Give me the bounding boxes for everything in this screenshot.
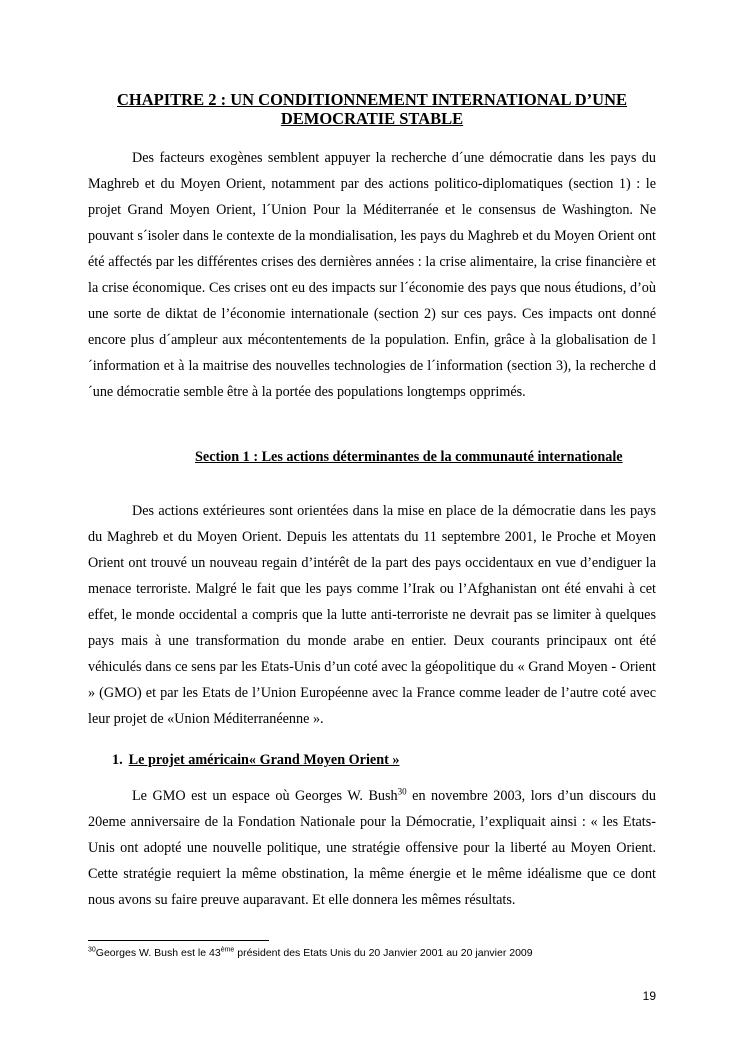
subsection-1-paragraph [88, 783, 656, 913]
footnote [88, 946, 533, 960]
footnote-divider [88, 940, 269, 941]
subsection-1-text-end: en novembre 2003, lors d’un discours du 20eme anniversaire de la Fondation Nationale pour la Démocratie, l’expliquait ainsi : « les Etats-Unis ont adopté une nouvelle politique, une stratégie offensive pour la liberté au Moyen Orient. Cette stratégie requiert la même obstination, la même énergie et le même idéalisme que ce dont nous avons su faire preuve auparavant. Et elle donnera les mêmes résultats. [88, 788, 656, 908]
intro-paragraph: Des facteurs exogènes semblent appuyer la recherche d´une démocratie dans les pays du Maghreb et du Moyen Orient, notamment par des actions politico-diplomatiques (section 1) : le projet Grand Moyen Orient, l´Union Pour la Méditerranée et le consensus de Washington. Ne pouvant s´isoler dans le contexte de la mondialisation, les pays du Maghreb et du Moyen Orient ont été affectés par les différentes crises des dernières années : la crise alimentaire, la crise financière et la crise économique. Ces crises ont eu des impacts sur l´économie des pays que nous étudions, d’où une sorte de diktat de l’économie internationale (section 2) sur ces pays. Ces impacts ont donné encore plus d´ampleur aux mécontentements de la population. Enfin, grâce à la globalisation de l´information et à la maitrise des nouvelles technologies de l´information (section 3), la recherche d´une démocratie semble être à la portée des populations longtemps opprimés. [88, 150, 656, 400]
subsection-1-title: Le projet américain« Grand Moyen Orient » [128, 752, 400, 768]
subsection-1-text-start: Le GMO est un espace où Georges W. Bush [132, 788, 398, 804]
subsection-1-number: 1. [112, 752, 123, 768]
footnote-text-end: président des Etats Unis du 20 Janvier 2001 au 20 janvier 2009 [234, 947, 533, 959]
chapter-title: CHAPITRE 2 : UN CONDITIONNEMENT INTERNATIONAL D’UNE DEMOCRATIE STABLE [116, 90, 628, 128]
section-1-title: Section 1 : Les actions déterminantes de la communauté internationale [195, 449, 623, 465]
footnote-number: 30 [88, 946, 96, 954]
subsection-1-heading [112, 752, 399, 769]
page-number: 19 [642, 989, 656, 1003]
footnote-ordinal: ème [220, 946, 235, 954]
footnote-reference[interactable]: 30 [397, 786, 407, 797]
section-1-paragraph: Des actions extérieures sont orientées dans la mise en place de la démocratie dans les pays du Maghreb et du Moyen Orient. Depuis les attentats du 11 septembre 2001, le Proche et Moyen Orient ont trouvé un nouveau regain d’intérêt de la part des pays occidentaux en vue d’endiguer la menace terroriste. Malgré le fait que les pays comme l’Irak ou l’Afghanistan ont été envahi à cet effet, le monde occidental a compris que la lutte anti-terroriste ne devrait pas se limiter à quelques pays mais à une transformation du monde arabe en entier. Deux courants principaux ont été véhiculés dans ce sens par les Etats-Unis d’un coté avec la géopolitique du « Grand Moyen - Orient » (GMO) et par les Etats de l’Union Européenne avec la France comme leader de l’autre coté avec leur projet de «Union Méditerranéenne ». [88, 503, 656, 727]
footnote-text-start: Georges W. Bush est le 43 [95, 947, 221, 959]
